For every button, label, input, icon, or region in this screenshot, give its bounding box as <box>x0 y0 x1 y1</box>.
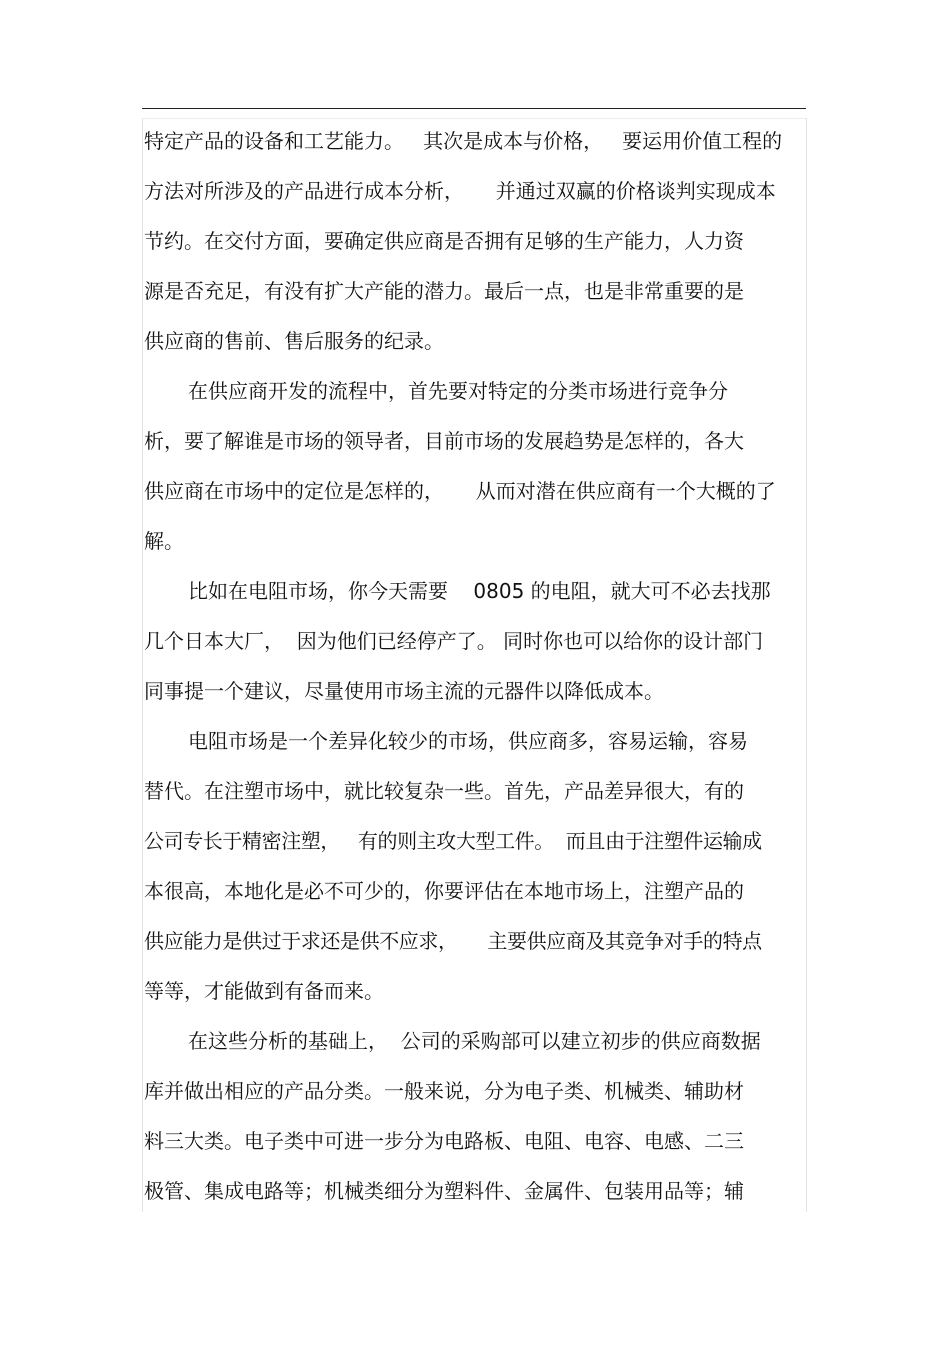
text-line: 库并做出相应的产品分类。一般来说，分为电子类、机械类、辅助材 <box>144 1079 744 1103</box>
text-line: 等等，才能做到有备而来。 <box>144 979 384 1003</box>
text-line: 极管、集成电路等；机械类细分为塑料件、金属件、包装用品等；辅 <box>144 1179 744 1203</box>
text-line: 解。 <box>144 529 184 553</box>
paragraph-first-line: 在供应商开发的流程中，首先要对特定的分类市场进行竞争分 <box>188 379 728 403</box>
text-line: 料三大类。电子类中可进一步分为电路板、电阻、电容、电感、二三 <box>144 1129 744 1153</box>
text-line: 几个日本大厂， 因为他们已经停产了。 同时你也可以给你的设计部门 <box>144 629 764 653</box>
text-line: 方法对所涉及的产品进行成本分析， 并通过双赢的价格谈判实现成本 <box>144 179 776 203</box>
header-rule <box>142 108 806 109</box>
text-line: 析，要了解谁是市场的领导者，目前市场的发展趋势是怎样的，各大 <box>144 429 744 453</box>
text-line: 同事提一个建议，尽量使用市场主流的元器件以降低成本。 <box>144 679 664 703</box>
text-line: 节约。在交付方面，要确定供应商是否拥有足够的生产能力，人力资 <box>144 229 744 253</box>
text-line: 源是否充足，有没有扩大产能的潜力。最后一点，也是非常重要的是 <box>144 279 744 303</box>
text-frame-right <box>806 118 807 1212</box>
text-line: 公司专长于精密注塑， 有的则主攻大型工件。 而且由于注塑件运输成 <box>144 829 762 853</box>
body-text <box>144 116 804 1212</box>
text-frame-left <box>142 118 143 1212</box>
text-line: 特定产品的设备和工艺能力。 其次是成本与价格， 要运用价值工程的 <box>144 129 783 153</box>
paragraph-first-line: 比如在电阻市场，你今天需要 0805 的电阻，就大可不必去找那 <box>188 579 771 603</box>
paragraph-first-line: 电阻市场是一个差异化较少的市场，供应商多，容易运输，容易 <box>188 729 748 753</box>
text-line: 供应商在市场中的定位是怎样的， 从而对潜在供应商有一个大概的了 <box>144 479 776 503</box>
text-line: 替代。在注塑市场中，就比较复杂一些。首先，产品差异很大，有的 <box>144 779 744 803</box>
paragraph-first-line: 在这些分析的基础上， 公司的采购部可以建立初步的供应商数据 <box>188 1029 761 1053</box>
text-line: 供应能力是供过于求还是供不应求， 主要供应商及其竞争对手的特点 <box>144 929 762 953</box>
text-line: 供应商的售前、售后服务的纪录。 <box>144 329 444 353</box>
text-line: 本很高，本地化是必不可少的，你要评估在本地市场上，注塑产品的 <box>144 879 744 903</box>
